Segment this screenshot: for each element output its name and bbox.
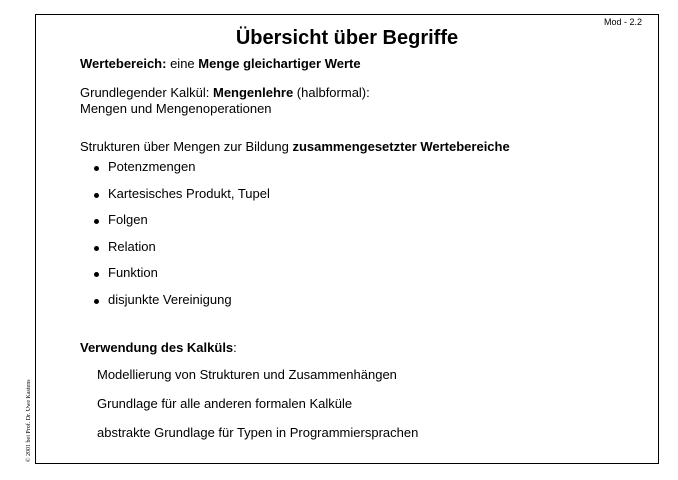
verwendung-heading — [80, 340, 237, 355]
list-item: Potenzmengen — [92, 159, 270, 186]
wertebereich-line — [80, 56, 361, 71]
wertebereich-text: eine — [166, 56, 199, 71]
verwendung-heading-text: Verwendung des Kalküls — [80, 340, 234, 355]
list-item: Funktion — [92, 265, 270, 292]
list-item: Folgen — [92, 212, 270, 239]
kalkuel-text: Grundlegender Kalkül: — [80, 85, 213, 100]
copyright-notice: © 2001 bei Prof. Dr. Uwe Kastens — [26, 379, 32, 462]
strukturen-emphasis: zusammengesetzter Wertebereiche — [292, 139, 510, 154]
strukturen-line — [80, 139, 510, 154]
list-item: disjunkte Vereinigung — [92, 292, 270, 319]
list-item: Kartesisches Produkt, Tupel — [92, 186, 270, 213]
kalkuel-emphasis: Mengenlehre — [212, 85, 294, 100]
slide-frame — [35, 14, 659, 464]
wertebereich-emphasis: Menge gleichartiger Werte — [198, 56, 361, 71]
wertebereich-label: Wertebereich: — [80, 56, 167, 71]
verwendung-item: Modellierung von Strukturen und Zusammenhängen — [97, 367, 397, 382]
list-item: Relation — [92, 239, 270, 266]
kalkuel-line — [80, 85, 370, 100]
verwendung-colon: : — [233, 340, 237, 355]
slide-id: Mod - 2.2 — [603, 17, 642, 27]
verwendung-item: Grundlage für alle anderen formalen Kalküle — [97, 396, 353, 411]
strukturen-bullet-list — [92, 159, 270, 319]
slide-title: Übersicht über Begriffe — [235, 27, 459, 49]
kalkuel-text-2: (halbformal): — [293, 85, 370, 100]
strukturen-text: Strukturen über Mengen zur Bildung — [80, 139, 293, 154]
verwendung-item: abstrakte Grundlage für Typen in Programmiersprachen — [97, 425, 419, 440]
kalkuel-line-2: Mengen und Mengenoperationen — [80, 101, 272, 116]
